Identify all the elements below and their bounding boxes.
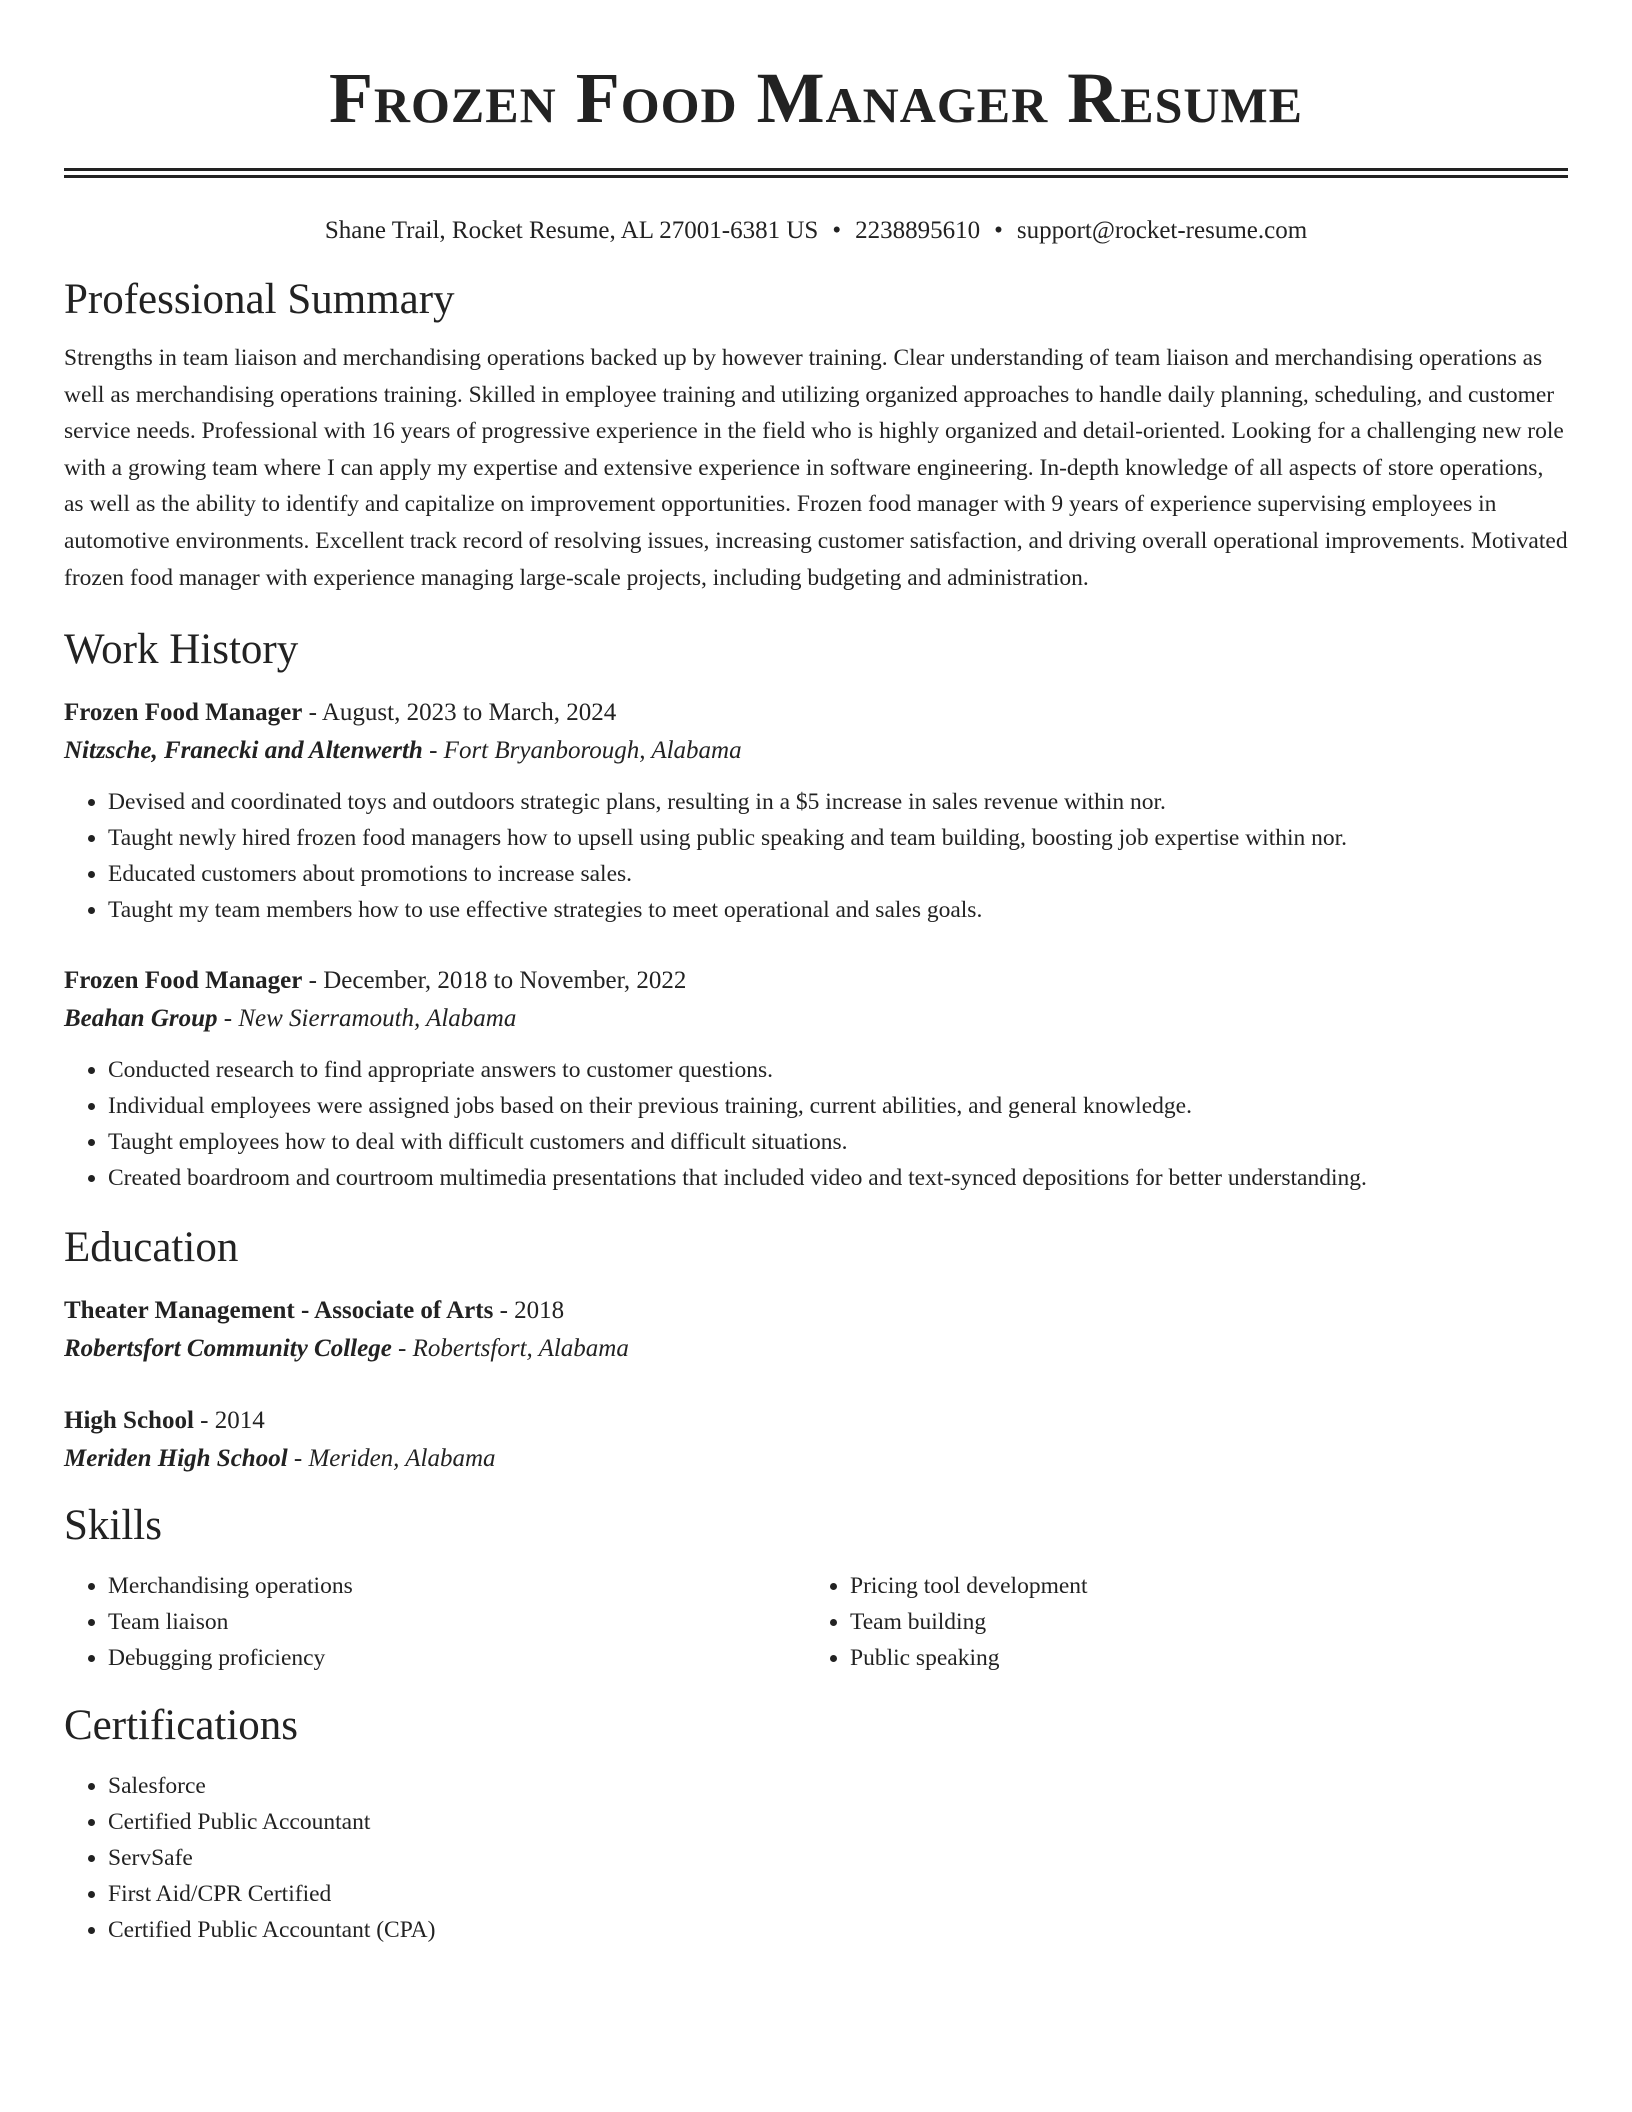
job-dates: August, 2023 to March, 2024 <box>321 699 617 727</box>
job-title: Frozen Food Manager <box>64 967 303 995</box>
job-bullets <box>64 1052 1568 1196</box>
job-dates: December, 2018 to November, 2022 <box>323 967 687 995</box>
education-degree: Theater Management - Associate of Arts <box>64 1297 494 1325</box>
job-bullet: • Educated customers about promotions to increase sales. <box>108 856 1568 892</box>
skill-item: • Team building <box>850 1604 1548 1640</box>
skills-column-right <box>806 1568 1548 1676</box>
job-title-line: Frozen Food Manager - August, 2023 to March, 2024 <box>64 699 617 727</box>
summary-heading: Professional Summary <box>64 276 455 323</box>
job-bullet: • Conducted research to find appropriate answers to customer questions. <box>108 1052 1568 1088</box>
certification-item: • First Aid/CPR Certified <box>108 1876 1568 1912</box>
resume-title: Frozen Food Manager Resume <box>328 58 1304 138</box>
education-degree-line: Theater Management - Associate of Arts - 2018 <box>64 1297 565 1325</box>
skills-column-left <box>64 1568 806 1676</box>
contact-address: Shane Trail, Rocket Resume, AL 27001-6381 US <box>324 217 819 244</box>
job-company: Nitzsche, Franecki and Altenwerth <box>64 737 423 765</box>
skill-item: • Debugging proficiency <box>108 1640 806 1676</box>
job-bullet: • Devised and coordinated toys and outdoors strategic plans, resulting in a $5 increase in sales revenue within nor. <box>108 784 1568 820</box>
job-location: New Sierramouth, Alabama <box>238 1005 517 1033</box>
certification-item: • Certified Public Accountant <box>108 1804 1568 1840</box>
education-section <box>64 1220 1568 1478</box>
job-bullet: • Taught employees how to deal with difficult customers and difficult situations. <box>108 1124 1568 1160</box>
skill-item: • Public speaking <box>850 1640 1548 1676</box>
skills-grid <box>64 1568 1568 1676</box>
skill-item: • Merchandising operations <box>108 1568 806 1604</box>
certifications-list <box>64 1768 1568 1948</box>
education-school: Meriden High School <box>64 1445 288 1473</box>
education-heading: Education <box>64 1224 239 1272</box>
education-school-line: Meriden High School - Meriden, Alabama <box>64 1445 496 1473</box>
job-bullets <box>64 784 1568 928</box>
skill-item: • Team liaison <box>108 1604 806 1640</box>
title-double-rule <box>64 168 1568 178</box>
education-school-line: Robertsfort Community College - Robertsfort, Alabama <box>64 1335 629 1363</box>
skills-heading: Skills <box>64 1502 162 1550</box>
education-degree: High School <box>64 1407 194 1435</box>
job-company-line: Beahan Group - New Sierramouth, Alabama <box>64 1005 517 1033</box>
contact-line <box>64 214 1568 248</box>
work-history-heading: Work History <box>64 626 299 674</box>
certifications-section <box>64 1698 1568 1948</box>
contact-separator: • <box>832 217 842 244</box>
skills-section <box>64 1498 1568 1676</box>
education-year: 2014 <box>214 1407 265 1435</box>
education-entry <box>64 1402 1568 1478</box>
education-degree-line: High School - 2014 <box>64 1407 265 1435</box>
contact-phone: 2238895610 <box>855 217 981 244</box>
skill-item: • Pricing tool development <box>850 1568 1548 1604</box>
education-school: Robertsfort Community College <box>64 1335 392 1363</box>
job-company-line: Nitzsche, Franecki and Altenwerth - Fort Bryanborough, Alabama <box>64 737 742 765</box>
summary-text: Strengths in team liaison and merchandising operations backed up by however training. Clear understanding of team liaison and merchandising operations as well as merchandising operations training. Skilled in employee training and utilizing organized approaches to handle daily planning, scheduling, and customer service needs. Professional with 16 years of progressive experience in the field who is highly organized and detail-oriented. Looking for a challenging new role with a growing team where I can apply my expertise and extensive experience in software engineering. In-depth knowledge of all aspects of store operations, as well as the ability to identify and capitalize on improvement opportunities. Frozen food manager with 9 years of experience supervising employees in automotive environments. Excellent track record of resolving issues, increasing customer satisfaction, and driving overall operational improvements. Motivated frozen food manager with experience managing large-scale projects, including budgeting and administration. <box>64 345 1568 591</box>
job-title-line: Frozen Food Manager - December, 2018 to November, 2022 <box>64 967 687 995</box>
work-history-section <box>64 622 1568 1196</box>
summary-section <box>64 272 1568 596</box>
job-company: Beahan Group <box>64 1005 218 1033</box>
certification-item: • Salesforce <box>108 1768 1568 1804</box>
job-bullet: • Taught my team members how to use effective strategies to meet operational and sales goals. <box>108 892 1568 928</box>
education-location: Robertsfort, Alabama <box>412 1335 629 1363</box>
education-location: Meriden, Alabama <box>308 1445 496 1473</box>
job-bullet: • Created boardroom and courtroom multimedia presentations that included video and text-synced depositions for better understanding. <box>108 1160 1568 1196</box>
job-entry <box>64 694 1568 928</box>
contact-email: support@rocket-resume.com <box>1016 217 1308 244</box>
education-year: 2018 <box>514 1297 565 1325</box>
certification-item: • ServSafe <box>108 1840 1568 1876</box>
job-entry <box>64 962 1568 1196</box>
education-entry <box>64 1292 1568 1368</box>
certification-item: • Certified Public Accountant (CPA) <box>108 1912 1568 1948</box>
contact-separator: • <box>994 217 1003 244</box>
job-location: Fort Bryanborough, Alabama <box>443 737 742 765</box>
job-bullet: • Individual employees were assigned jobs based on their previous training, current abilities, and general knowledge. <box>108 1088 1568 1124</box>
job-bullet: • Taught newly hired frozen food managers how to upsell using public speaking and team building, boosting job expertise within nor. <box>108 820 1568 856</box>
job-title: Frozen Food Manager <box>64 699 303 727</box>
certifications-heading: Certifications <box>64 1702 299 1750</box>
